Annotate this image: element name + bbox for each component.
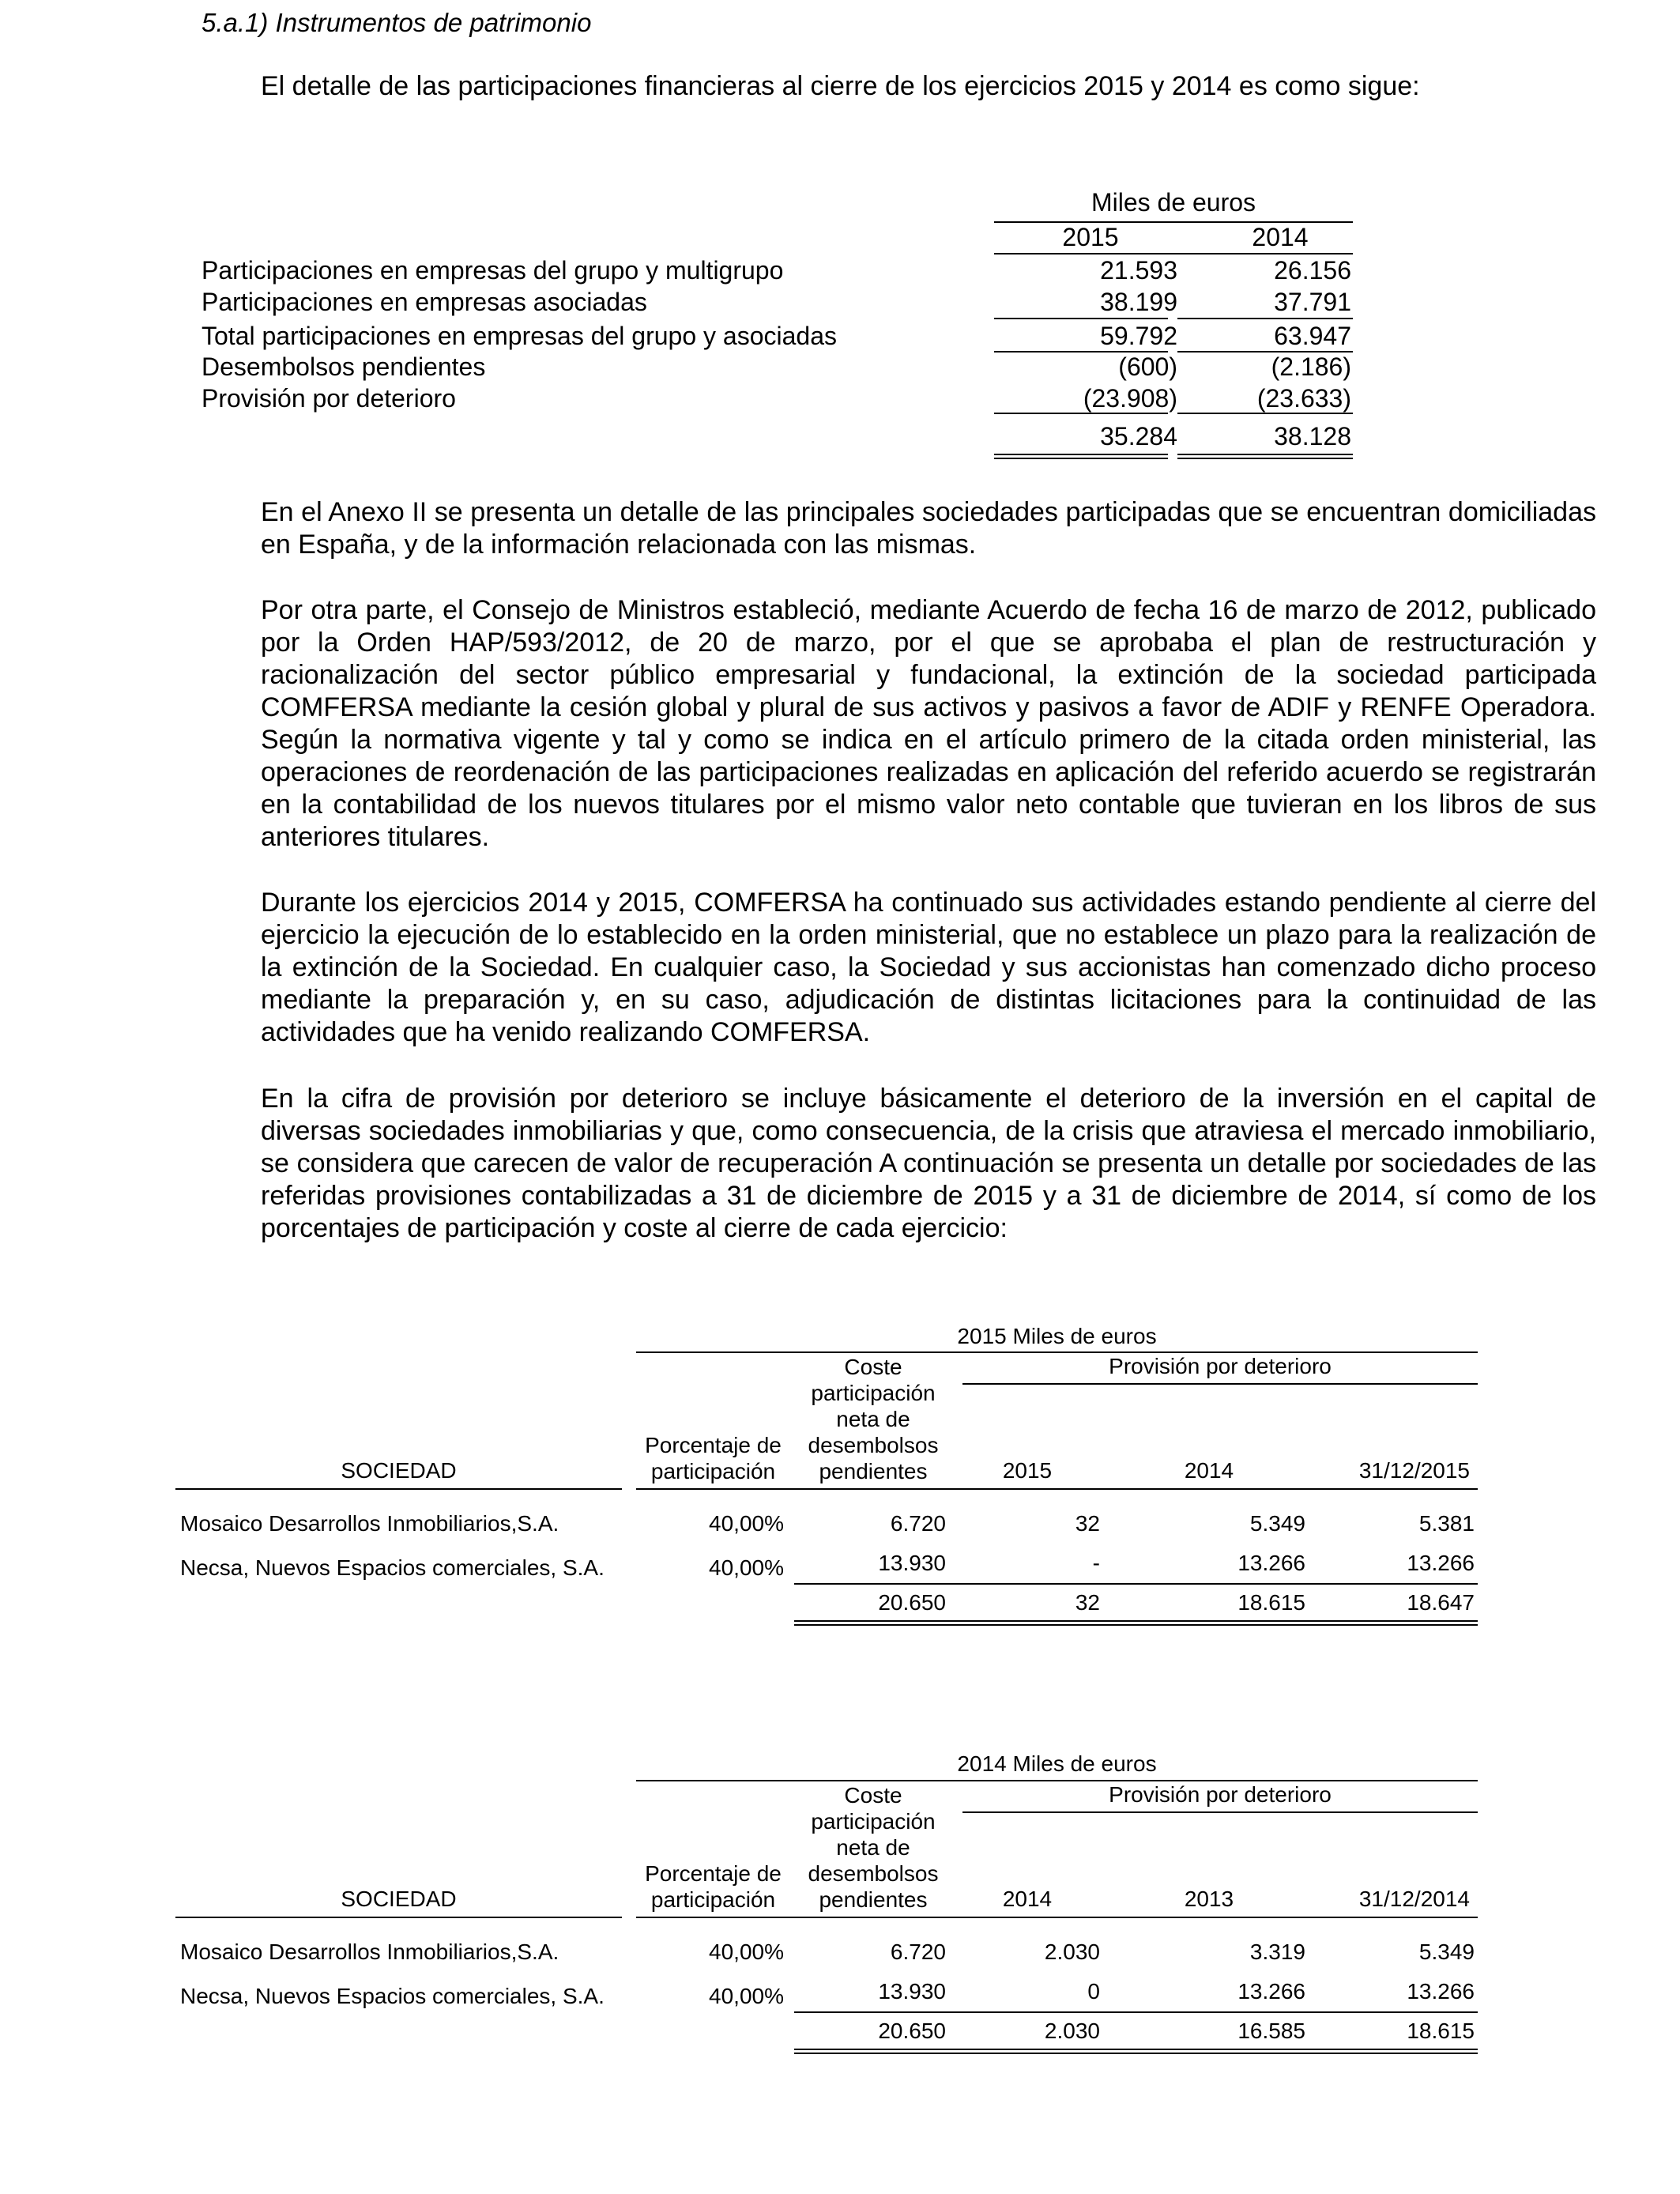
year-header-c: 31/12/2014 — [1358, 1887, 1470, 1911]
summary-unit: Miles de euros — [1090, 188, 1256, 217]
sociedad-rule — [175, 1917, 622, 1918]
double-rule-a — [794, 1620, 1478, 1622]
coste-header-line: participación — [811, 1809, 936, 1834]
row-porcentaje: 40,00% — [709, 1511, 784, 1536]
table-title: 2014 Miles de euros — [957, 1751, 1157, 1776]
provision-header-rule — [962, 1811, 1478, 1813]
total-coste: 20.650 — [878, 2019, 946, 2043]
summary-row-2014: (2.186) — [1271, 352, 1351, 381]
year-header-c: 31/12/2015 — [1358, 1458, 1470, 1483]
table-title: 2015 Miles de euros — [957, 1324, 1157, 1348]
subtotal-rule-2015 — [994, 318, 1168, 319]
year-header-b: 2013 — [1184, 1887, 1234, 1911]
summary-row-2014: (23.633) — [1256, 384, 1351, 413]
row-c: 13.266 — [1407, 1551, 1475, 1575]
year-header-b: 2014 — [1184, 1458, 1234, 1483]
section-heading: 5.a.1) Instrumentos de patrimonio — [202, 8, 592, 37]
subtotal-rule-2014 — [1177, 318, 1353, 319]
summary-total-2014: 38.128 — [1274, 422, 1351, 450]
paragraph-consejo: Por otra parte, el Consejo de Ministros estableció, mediante Acuerdo de fecha 16 de marzo de 2012, publicado por la Orden HAP/593/2012, de 20 de marzo, por el que se aprobaba el plan de restructuración y racionalización del sector público empresarial y fundacional, la extinción de la sociedad participada COMFERSA mediante la cesión global y plural de sus activos y pasivos a favor de ADIF y RENFE Operadora. Según la normativa vigente y tal y como se indica en el artículo primero de la citada orden ministerial, las operaciones de reordenación de las participaciones realizadas en aplicación del referido acuerdo se registrarán en la contabilidad de los nuevos titulares por el mismo valor neto contable que tuvieran en los libros de sus anteriores titulares. — [261, 595, 1596, 852]
paragraph-anexo: En el Anexo II se presenta un detalle de las principales sociedades participadas que se encuentran domiciliadas en España, y de la información relacionada con las mismas. — [261, 497, 1596, 560]
sociedad-rule — [175, 1488, 622, 1490]
provision-header: Provisión por deterioro — [1109, 1354, 1332, 1378]
provision-header-rule — [962, 1383, 1478, 1385]
row-coste: 6.720 — [890, 1940, 946, 1964]
summary-row-2014: 37.791 — [1274, 288, 1351, 316]
row-b: 5.349 — [1249, 1511, 1305, 1536]
summary-row-2015: (23.908) — [1083, 384, 1177, 413]
total-b: 18.615 — [1237, 1590, 1305, 1615]
row-coste: 13.930 — [878, 1979, 946, 2004]
total-b: 16.585 — [1237, 2019, 1305, 2043]
total-c: 18.615 — [1407, 2019, 1475, 2043]
net-rule-2015 — [994, 413, 1168, 414]
row-c: 5.349 — [1418, 1940, 1475, 1964]
row-b: 13.266 — [1237, 1551, 1305, 1575]
total-a: 2.030 — [1044, 2019, 1100, 2043]
row-coste: 6.720 — [890, 1511, 946, 1536]
intro-text: El detalle de las participaciones financieras al cierre de los ejercicios 2015 y 2014 es como sigue: — [261, 71, 1420, 101]
coste-header — [794, 1782, 952, 1913]
summary-row-label: Total participaciones en empresas del grupo y asociadas — [202, 322, 838, 350]
double-rule-a-2014 — [1177, 454, 1353, 455]
coste-header-line: Coste — [844, 1355, 902, 1379]
coste-header-line: neta de — [836, 1835, 910, 1860]
year-header-a: 2015 — [1002, 1458, 1053, 1483]
row-sociedad: Mosaico Desarrollos Inmobiliarios,S.A. — [180, 1511, 559, 1536]
summary-row-label: Desembolsos pendientes — [202, 352, 486, 381]
double-rule-b — [794, 1624, 1478, 1626]
coste-header-line: pendientes — [819, 1887, 928, 1912]
row-a: - — [1092, 1551, 1100, 1575]
summary-total-row — [0, 420, 1680, 452]
summary-total-2015: 35.284 — [1100, 422, 1177, 450]
summary-year-2014: 2014 — [1252, 223, 1309, 251]
total-a: 32 — [1075, 1590, 1100, 1615]
coste-header-line: desembolsos — [808, 1861, 939, 1886]
row-a: 32 — [1075, 1511, 1100, 1536]
provision-header: Provisión por deterioro — [1109, 1782, 1332, 1807]
row-porcentaje: 40,00% — [709, 1555, 784, 1580]
coste-header-line: pendientes — [819, 1459, 928, 1483]
row-sociedad: Necsa, Nuevos Espacios comerciales, S.A. — [180, 1555, 605, 1580]
double-rule-b-2014 — [1177, 458, 1353, 459]
summary-row-2015: 21.593 — [1100, 256, 1177, 285]
row-porcentaje: 40,00% — [709, 1940, 784, 1964]
double-rule-a — [794, 2049, 1478, 2050]
row-a: 2.030 — [1044, 1940, 1100, 1964]
total-rule — [794, 2011, 1478, 2013]
summary-row-label: Participaciones en empresas del grupo y multigrupo — [202, 256, 784, 285]
table-title-rule — [636, 1780, 1478, 1781]
coste-header-line: neta de — [836, 1407, 910, 1431]
summary-row — [0, 286, 1680, 318]
year-header-a: 2014 — [1002, 1887, 1053, 1911]
summary-row-label: Participaciones en empresas asociadas — [202, 288, 647, 316]
row-b: 13.266 — [1237, 1979, 1305, 2004]
porcentaje-header-line: Porcentaje de — [645, 1861, 782, 1886]
table-title-rule — [636, 1351, 1478, 1353]
row-b: 3.319 — [1249, 1940, 1305, 1964]
coste-header-line: Coste — [844, 1783, 902, 1808]
summary-row-2014: 63.947 — [1274, 322, 1351, 350]
double-rule-b-2015 — [994, 458, 1168, 459]
porcentaje-header — [636, 1432, 790, 1484]
total-coste: 20.650 — [878, 1590, 946, 1615]
porcentaje-header-line: participación — [650, 1459, 776, 1483]
porcentaje-header — [636, 1860, 790, 1913]
summary-row-2015: 38.199 — [1100, 288, 1177, 316]
row-porcentaje: 40,00% — [709, 1984, 784, 2008]
summary-row-label: Provisión por deterioro — [202, 384, 456, 413]
sociedad-header: SOCIEDAD — [341, 1458, 457, 1483]
summary-row — [0, 383, 1680, 414]
coste-header — [794, 1354, 952, 1484]
total-c: 18.647 — [1407, 1590, 1475, 1615]
row-coste: 13.930 — [878, 1551, 946, 1575]
sociedad-header: SOCIEDAD — [341, 1887, 457, 1911]
summary-row — [0, 351, 1680, 383]
row-sociedad: Mosaico Desarrollos Inmobiliarios,S.A. — [180, 1940, 559, 1964]
double-rule-a-2015 — [994, 454, 1168, 455]
summary-row — [0, 254, 1680, 286]
double-rule-b — [794, 2053, 1478, 2054]
summary-row-2014: 26.156 — [1274, 256, 1351, 285]
header-bottom-rule — [636, 1917, 1478, 1918]
paragraph-comfersa: Durante los ejercicios 2014 y 2015, COMFERSA ha continuado sus actividades estando pendiente al cierre del ejercicio la ejecución de lo establecido en la orden ministerial, que no establece un plazo para la realización de la extinción de la Sociedad. En cualquier caso, la Sociedad y sus accionistas han comenzado dicho proceso mediante la preparación y, en su caso, adjudicación de distintas licitaciones para la continuidad de las actividades que ha venido realizando COMFERSA. — [261, 888, 1596, 1047]
summary-row-2015: 59.792 — [1100, 322, 1177, 350]
coste-header-line: participación — [811, 1381, 936, 1405]
paragraph-provision: En la cifra de provisión por deterioro se incluye básicamente el deterioro de la inversión en el capital de diversas sociedades inmobiliarias y que, como consecuencia, de la crisis que atraviesa el mercado inmobiliario, se considera que carecen de valor de recuperación A continuación se presenta un detalle por sociedades de las referidas provisiones contabilizadas a 31 de diciembre de 2015 y a 31 de diciembre de 2014, sí como de los porcentajes de participación y coste al cierre de cada ejercicio: — [261, 1084, 1596, 1243]
row-a: 0 — [1087, 1979, 1100, 2004]
net-rule-2014 — [1177, 413, 1353, 414]
summary-year-2015: 2015 — [1062, 223, 1119, 251]
header-bottom-rule — [636, 1488, 1478, 1490]
porcentaje-header-line: participación — [650, 1887, 776, 1912]
row-c: 13.266 — [1407, 1979, 1475, 2004]
coste-header-line: desembolsos — [808, 1433, 939, 1457]
summary-row-2015: (600) — [1118, 352, 1177, 381]
porcentaje-header-line: Porcentaje de — [645, 1433, 782, 1457]
total-rule — [794, 1583, 1478, 1585]
summary-row — [0, 320, 1680, 352]
row-sociedad: Necsa, Nuevos Espacios comerciales, S.A. — [180, 1984, 605, 2008]
row-c: 5.381 — [1418, 1511, 1475, 1536]
